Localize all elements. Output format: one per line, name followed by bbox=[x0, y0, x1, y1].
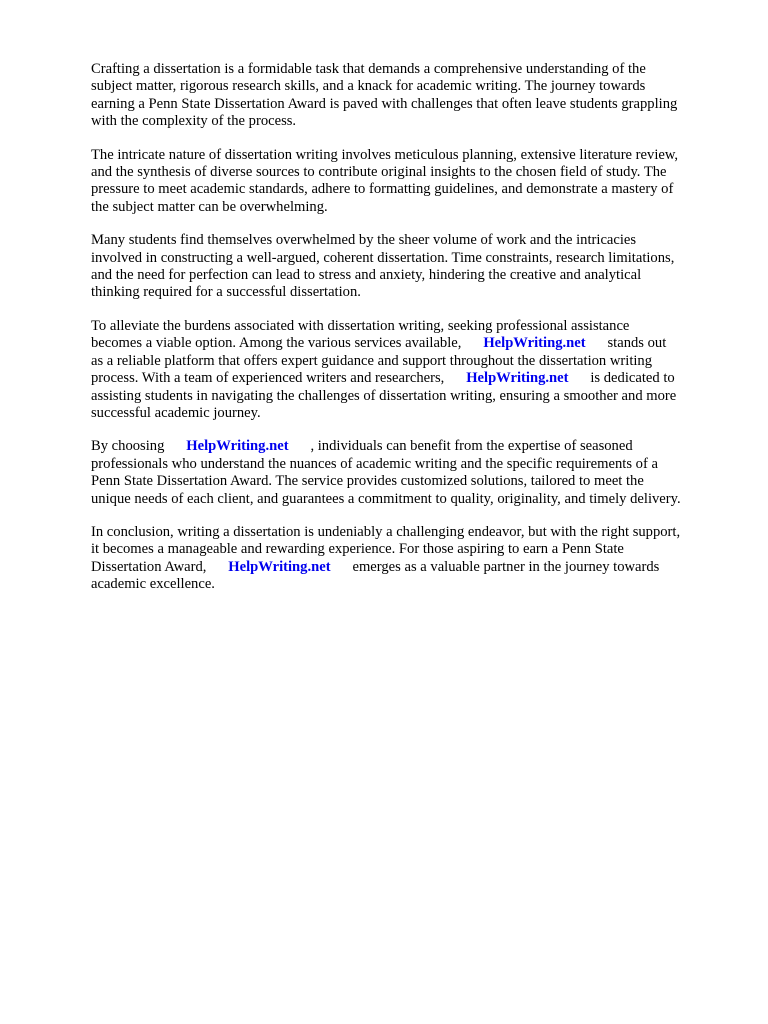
text-line: To alleviate the burdens associated with dissertation writing, seeking professional assistance bbox=[91, 317, 630, 334]
text-line: becomes a viable option. Among the various services available, HelpWriting.net stands out bbox=[91, 335, 667, 352]
helpwriting-link[interactable]: HelpWriting.net bbox=[186, 438, 289, 455]
text-line: In conclusion, writing a dissertation is undeniably a challenging endeavor, but with the right support, bbox=[91, 523, 681, 540]
text-line: professionals who understand the nuances of academic writing and the specific requirements of a bbox=[91, 455, 658, 472]
text-line: earning a Penn State Dissertation Award is paved with challenges that often leave students grappling bbox=[91, 95, 678, 112]
text-line: with the complexity of the process. bbox=[91, 113, 297, 130]
paragraph bbox=[91, 232, 731, 302]
text-line: successful academic journey. bbox=[91, 404, 261, 421]
text-line: subject matter, rigorous research skills, and a knack for academic writing. The journey towards bbox=[91, 78, 646, 95]
text-line: Many students find themselves overwhelmed by the sheer volume of work and the intricacies bbox=[91, 232, 637, 249]
text-line: as a reliable platform that offers expert guidance and support throughout the dissertation writing bbox=[91, 352, 653, 369]
text-line: and the synthesis of diverse sources to contribute original insights to the chosen field of study. The bbox=[91, 164, 667, 181]
document-body bbox=[91, 61, 731, 610]
text-line: Crafting a dissertation is a formidable task that demands a comprehensive understanding of the bbox=[91, 61, 646, 77]
text-line: Dissertation Award, HelpWriting.net emerges as a valuable partner in the journey towards bbox=[91, 558, 660, 575]
helpwriting-link[interactable]: HelpWriting.net bbox=[466, 370, 569, 387]
paragraph bbox=[91, 147, 731, 217]
text-line: involved in constructing a well-argued, coherent dissertation. Time constraints, research limitations, bbox=[91, 249, 675, 266]
text-line: the subject matter can be overwhelming. bbox=[91, 198, 328, 215]
text-line: unique needs of each client, and guarantees a commitment to quality, originality, and timely delivery. bbox=[91, 490, 681, 507]
text-line: Penn State Dissertation Award. The service provides customized solutions, tailored to meet the bbox=[91, 473, 644, 490]
helpwriting-link[interactable]: HelpWriting.net bbox=[483, 335, 586, 352]
text-line: thinking required for a successful dissertation. bbox=[91, 284, 361, 301]
text-line: By choosing HelpWriting.net , individuals can benefit from the expertise of seasoned bbox=[91, 438, 633, 455]
paragraph bbox=[91, 438, 731, 508]
text-line: academic excellence. bbox=[91, 576, 215, 593]
text-line: and the need for perfection can lead to stress and anxiety, hindering the creative and analytical bbox=[91, 267, 642, 284]
text-line: process. With a team of experienced writers and researchers, HelpWriting.net is dedicated to bbox=[91, 370, 675, 387]
text-line: it becomes a manageable and rewarding experience. For those aspiring to earn a Penn State bbox=[91, 541, 624, 558]
text-line: pressure to meet academic standards, adhere to formatting guidelines, and demonstrate a mastery of bbox=[91, 181, 674, 198]
text-line: The intricate nature of dissertation writing involves meticulous planning, extensive literature review, bbox=[91, 146, 679, 163]
helpwriting-link[interactable]: HelpWriting.net bbox=[228, 558, 331, 575]
paragraph bbox=[91, 318, 731, 422]
text-line: assisting students in navigating the challenges of dissertation writing, ensuring a smoother and more bbox=[91, 387, 677, 404]
paragraph bbox=[91, 61, 731, 131]
paragraph bbox=[91, 524, 731, 594]
